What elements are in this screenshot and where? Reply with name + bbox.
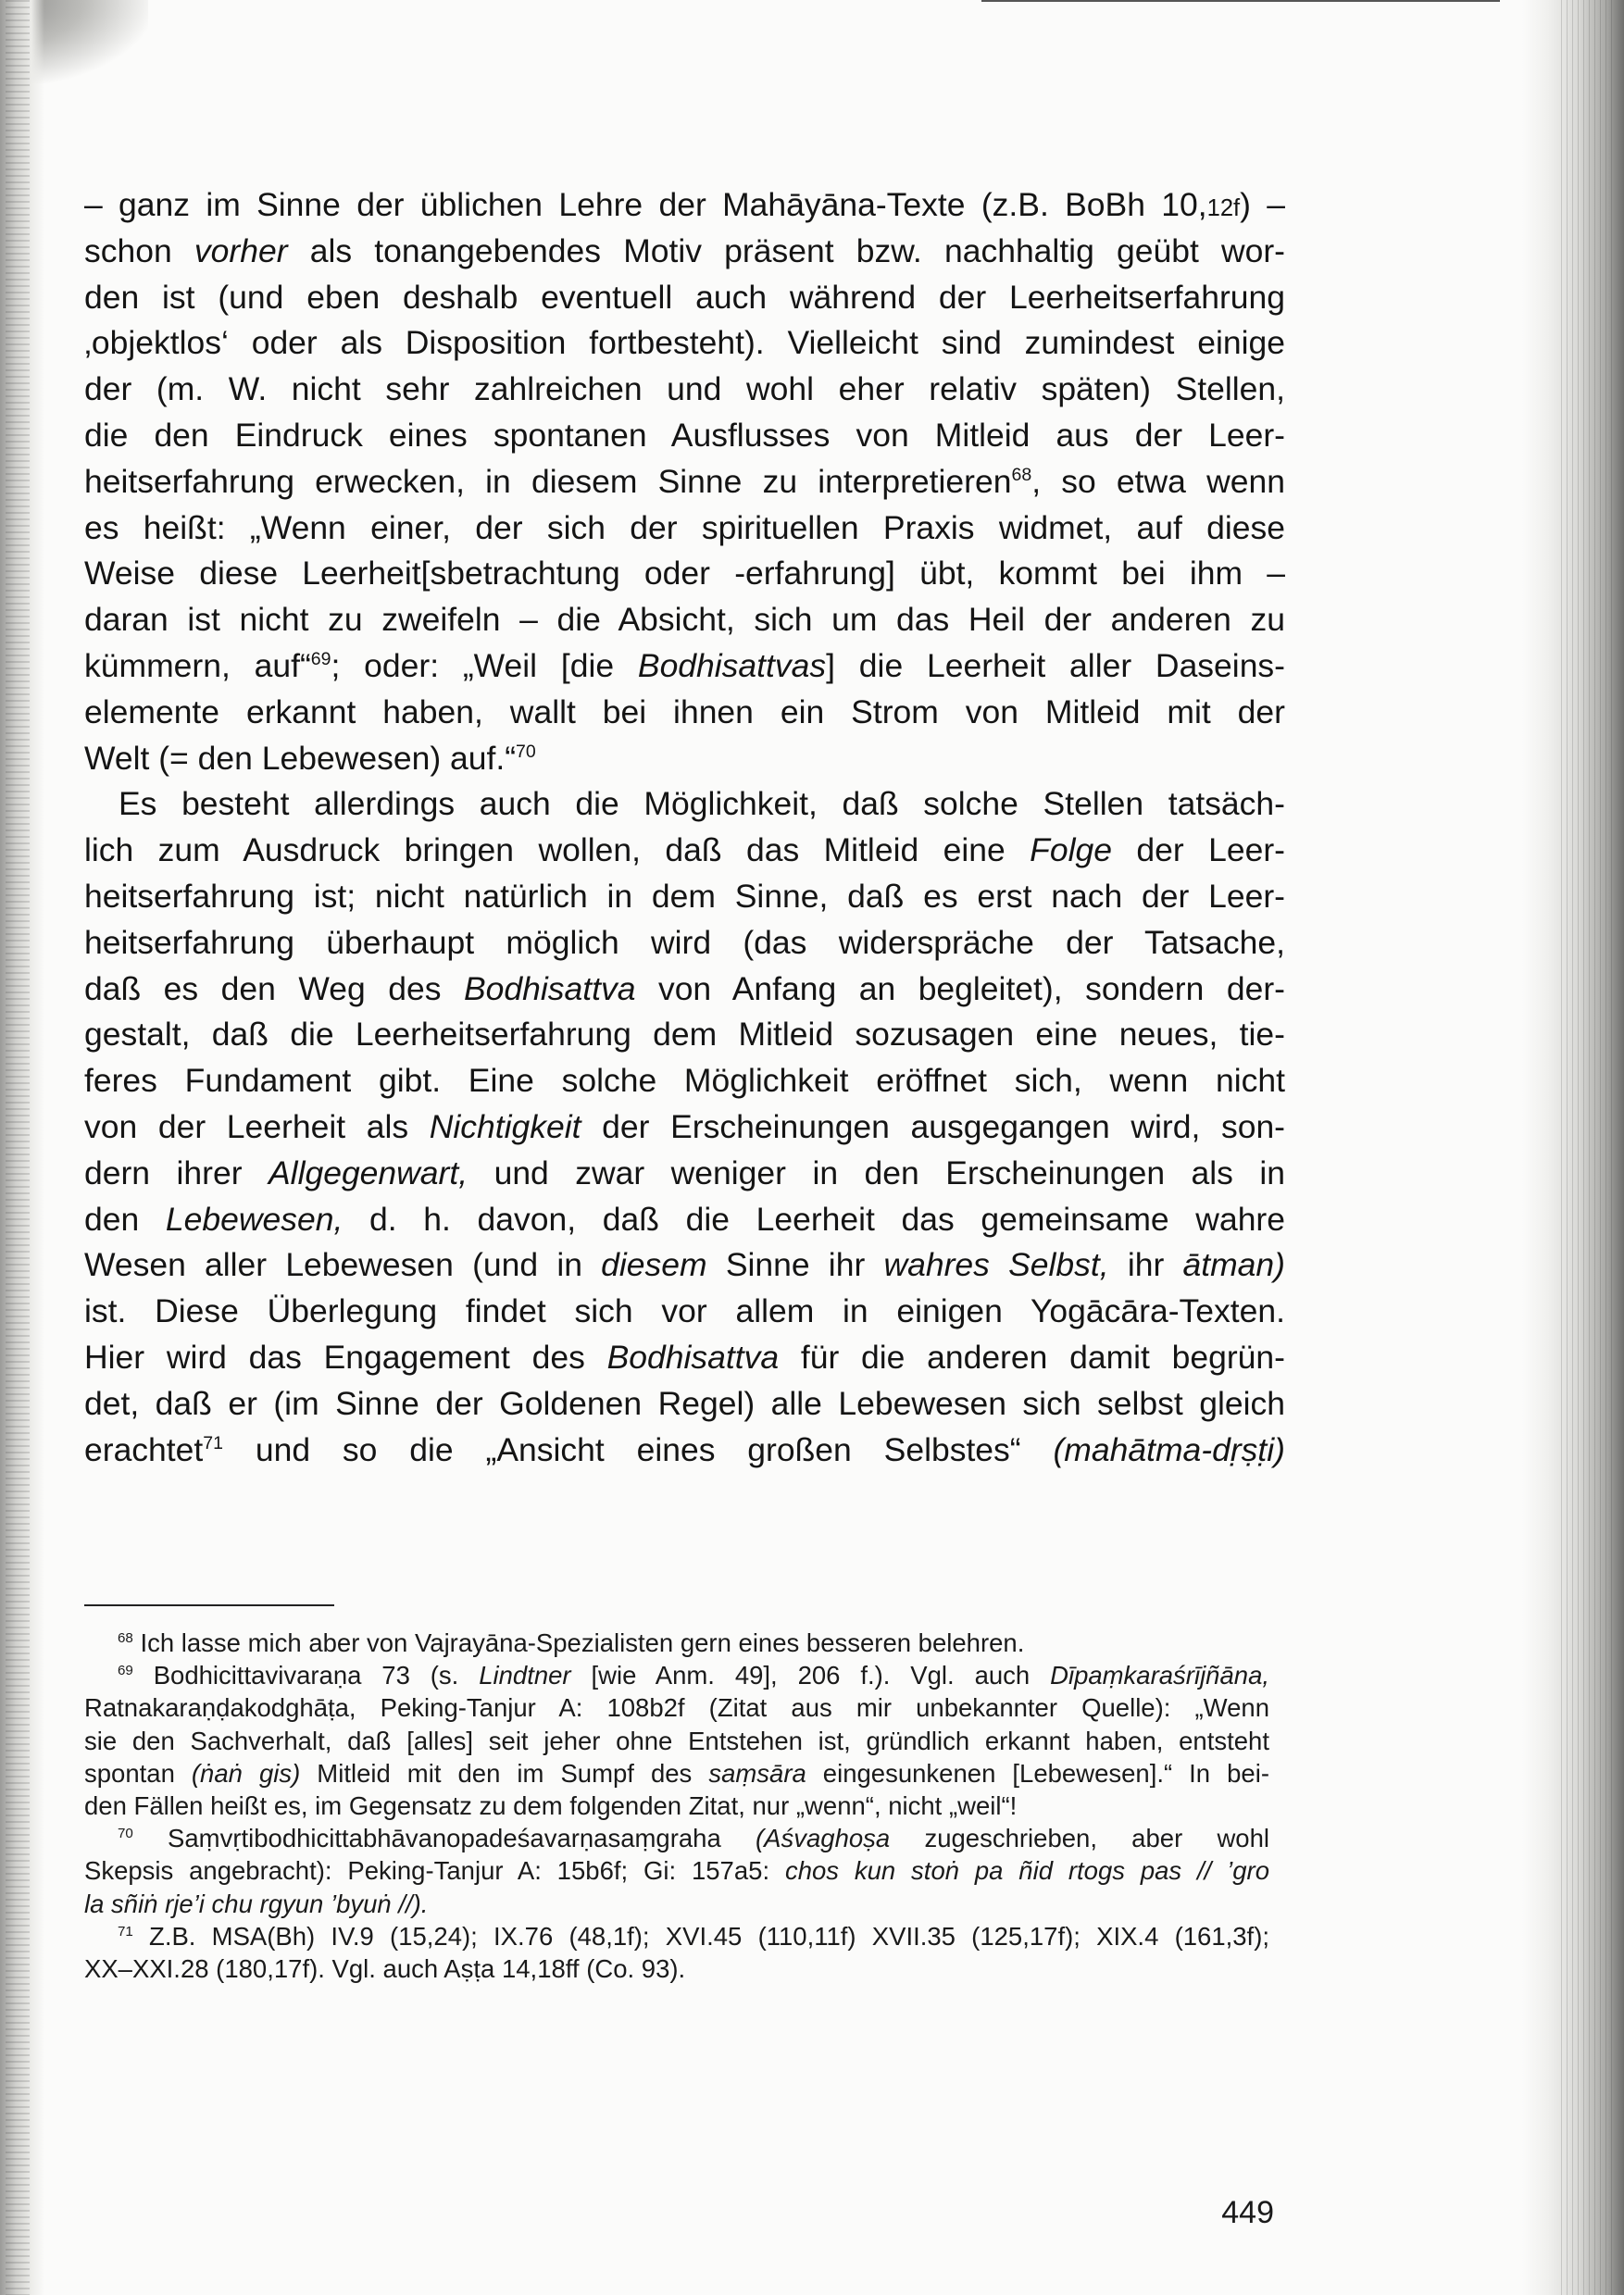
text-span: , so etwa wenn: [1031, 462, 1285, 500]
text-span: XX–XXI.28 (180,17f). Vgl. auch Aṣṭa 14,18ff (Co. 93).: [84, 1953, 686, 1983]
text-span: [wie Anm. 49], 206 f.). Vgl. auch: [570, 1661, 1051, 1690]
text-span: der Leer-: [1111, 831, 1285, 869]
text-span: det, daß er (im Sinne der Goldenen Regel) alle Lebewesen sich selbst gleich: [84, 1384, 1285, 1422]
italic-text: Allgegenwart,: [269, 1154, 468, 1191]
text-span: feres Fundament gibt. Eine solche Möglichkeit eröffnet sich, wenn nicht: [84, 1062, 1285, 1100]
body-line: [84, 320, 1285, 367]
body-line: [84, 229, 1285, 275]
footnote-line: [84, 1757, 1269, 1790]
text-span: Z.B. MSA(Bh) IV.9 (15,24); IX.76 (48,1f); XVI.45 (110,11f) XVII.35 (125,17f); XIX.4 (161,3f);: [132, 1921, 1269, 1951]
body-line: [84, 459, 1285, 505]
text-span: und so die „Ansicht eines großen Selbstes“: [223, 1430, 1054, 1468]
text-span: von Anfang an begleitet), sondern der-: [635, 969, 1285, 1007]
body-line: [84, 920, 1285, 967]
text-span: Skepsis angebracht): Peking-Tanjur A: 15b6f; Gi: 157a5:: [84, 1856, 785, 1886]
text-span: sie den Sachverhalt, daß [alles] seit jeher ohne Entstehen ist, gründlich erkannt haben, entsteht: [84, 1726, 1269, 1755]
body-line: [84, 1197, 1285, 1243]
text-span: gestalt, daß die Leerheitserfahrung dem Mitleid sozusagen eine neues, tie-: [84, 1016, 1285, 1054]
body-line: [84, 275, 1285, 321]
text-span: Ratnakaraṇḍakodghāṭa, Peking-Tanjur A: 108b2f (Zitat aus mir unbekannter Quelle): „Wenn: [84, 1693, 1269, 1723]
text-span: die den Eindruck eines spontanen Ausflusses von Mitleid aus der Leer-: [84, 416, 1285, 454]
text-span: zugeschrieben, aber wohl: [890, 1824, 1269, 1853]
footnote-separator: [84, 1604, 334, 1606]
footnote-marker: 68: [118, 1629, 133, 1646]
italic-text: ātman): [1182, 1246, 1285, 1284]
text-span: kümmern, auf“: [84, 646, 311, 684]
italic-text: Bodhisattva: [606, 1338, 780, 1376]
italic-text: (ṅaṅ gis): [191, 1758, 301, 1788]
text-span: Mitleid mit den im Sumpf des: [300, 1758, 709, 1788]
body-line: [84, 1428, 1285, 1474]
text-span: lich zum Ausdruck bringen wollen, daß das Mitleid eine: [84, 831, 1031, 869]
text-span: den ist (und eben deshalb eventuell auch während der Leerheitserfahrung: [84, 278, 1285, 316]
footnote-marker: 68: [1011, 464, 1032, 485]
text-span: Hier wird das Engagement des: [84, 1338, 607, 1376]
italic-text: Lindtner: [479, 1661, 571, 1690]
footnote-line: [84, 1725, 1269, 1757]
text-span: spontan: [84, 1758, 192, 1788]
italic-text: saṃsāra: [708, 1758, 806, 1788]
text-span: der Erscheinungen ausgegangen wird, son-: [581, 1107, 1286, 1145]
footnote-line: [84, 1920, 1269, 1952]
text-span: heitserfahrung ist; nicht natürlich in dem Sinne, daß es erst nach der Leer-: [84, 877, 1285, 915]
body-line: [84, 551, 1285, 597]
text-span: es heißt: „Wenn einer, der sich der spirituellen Praxis widmet, auf diese: [84, 508, 1285, 546]
text-span: ] die Leerheit aller Daseins-: [826, 646, 1286, 684]
footnote-line: [84, 1888, 1269, 1920]
footnote-marker: 71: [203, 1432, 223, 1453]
italic-text: Bodhisattva: [463, 969, 636, 1007]
scan-top-edge: [981, 0, 1500, 2]
text-span: 12f: [1206, 195, 1241, 221]
footnote-line: [84, 1627, 1269, 1659]
text-span: Weise diese Leerheit[sbetrachtung oder -erfahrung] übt, kommt bei ihm –: [84, 555, 1285, 592]
footnote-marker: 69: [118, 1663, 133, 1679]
body-line: [84, 690, 1285, 736]
text-span: Saṃvṛtibodhicittabhāvanopadeśavarṇasaṃgraha: [132, 1824, 756, 1853]
text-span: daran ist nicht zu zweifeln – die Absicht, sich um das Heil der anderen zu: [84, 601, 1285, 639]
italic-text: (mahātma-dṛṣṭi): [1053, 1430, 1285, 1468]
italic-text: Nichtigkeit: [429, 1107, 581, 1145]
italic-text: vorher: [194, 231, 288, 269]
page-stack-edge: [1561, 0, 1617, 2295]
text-span: der (m. W. nicht sehr zahlreichen und wohl eher relativ späten) Stellen,: [84, 370, 1285, 408]
body-line: [84, 1242, 1285, 1289]
page-number: 449: [1221, 2195, 1274, 2230]
footnote-marker: 70: [118, 1825, 133, 1841]
text-span: heitserfahrung erwecken, in diesem Sinne zu interpretieren: [84, 462, 1012, 500]
body-line: [84, 1012, 1285, 1058]
footnote-marker: 69: [310, 649, 331, 670]
text-span: eingesunkenen [Lebewesen].“ In bei-: [806, 1758, 1269, 1788]
body-line: [84, 1289, 1285, 1335]
italic-text: la sñiṅ rje’i chu rgyun ’byuṅ //).: [84, 1889, 429, 1918]
footnote-line: [84, 1854, 1269, 1887]
footnote-marker: 71: [118, 1923, 133, 1940]
footnote-line: [84, 1659, 1269, 1691]
footnote-marker: 70: [516, 741, 536, 762]
body-line: [84, 967, 1285, 1013]
text-span: Welt (= den Lebewesen) auf.“: [84, 739, 517, 777]
body-line: [84, 874, 1285, 920]
scan-speckle-left: [6, 0, 30, 2295]
text-span: und zwar weniger in den Erscheinungen als in: [468, 1154, 1285, 1191]
italic-text: Dīpaṃkaraśrījñāna,: [1050, 1661, 1269, 1690]
body-line: [84, 1381, 1285, 1428]
text-span: – ganz im Sinne der üblichen Lehre der Mahāyāna-Texte (z.B. BoBh 10,: [84, 186, 1207, 223]
body-line: [84, 505, 1285, 552]
body-line: [84, 1151, 1285, 1197]
italic-text: (Aśvaghoṣa: [756, 1824, 891, 1853]
text-span: ist. Diese Überlegung findet sich vor allem in einigen Yogācāra-Texten.: [84, 1292, 1285, 1330]
body-line: [84, 736, 1285, 782]
text-span: Es besteht allerdings auch die Möglichkeit, daß solche Stellen tatsäch-: [119, 785, 1285, 823]
body-line: [84, 781, 1285, 828]
text-span: schon: [84, 231, 194, 269]
body-line: [84, 828, 1285, 874]
text-span: Ich lasse mich aber von Vajrayāna-Spezialisten gern eines besseren belehren.: [132, 1628, 1025, 1657]
text-span: elemente erkannt haben, wallt bei ihnen ein Strom von Mitleid mit der: [84, 692, 1285, 730]
body-line: [84, 182, 1285, 229]
italic-text: diesem: [601, 1246, 707, 1284]
body-line: [84, 1058, 1285, 1104]
italic-text: Lebewesen,: [165, 1200, 344, 1238]
main-text-block: [84, 182, 1285, 1473]
body-line: [84, 367, 1285, 413]
footnote-line: [84, 1691, 1269, 1724]
text-span: ) –: [1240, 186, 1285, 223]
body-line: [84, 1104, 1285, 1151]
body-line: [84, 413, 1285, 459]
text-span: den: [84, 1200, 166, 1238]
text-span: ‚objektlos‘ oder als Disposition fortbesteht). Vielleicht sind zumindest einige: [84, 324, 1285, 362]
text-span: Sinne ihr: [706, 1246, 884, 1284]
text-span: d. h. davon, daß die Leerheit das gemeinsame wahre: [343, 1200, 1286, 1238]
text-span: heitserfahrung überhaupt möglich wird (das widerspräche der Tatsache,: [84, 923, 1285, 961]
italic-text: Folge: [1030, 831, 1112, 869]
italic-text: wahres Selbst,: [883, 1246, 1109, 1284]
text-span: für die anderen damit begrün-: [779, 1338, 1285, 1376]
footnote-line: [84, 1952, 1269, 1985]
text-span: ihr: [1108, 1246, 1183, 1284]
text-span: von der Leerheit als: [84, 1107, 430, 1145]
footnote-line: [84, 1822, 1269, 1854]
italic-text: chos kun stoṅ pa ñid rtogs pas // ’gro: [784, 1856, 1269, 1886]
italic-text: Bodhisattvas: [637, 646, 827, 684]
text-span: den Fällen heißt es, im Gegensatz zu dem folgenden Zitat, nur „wenn“, nicht „weil“!: [84, 1790, 1018, 1820]
text-span: dern ihrer: [84, 1154, 269, 1191]
body-line: [84, 643, 1285, 690]
footnotes-block: [84, 1627, 1269, 1985]
text-span: als tonangebendes Motiv präsent bzw. nachhaltig geübt wor-: [287, 231, 1286, 269]
text-span: Wesen aller Lebewesen (und in: [84, 1246, 602, 1284]
text-span: erachtet: [84, 1430, 204, 1468]
text-span: Bodhicittavivaraṇa 73 (s.: [132, 1661, 480, 1690]
text-span: ; oder: „Weil [die: [331, 646, 638, 684]
footnote-line: [84, 1790, 1269, 1822]
body-line: [84, 597, 1285, 643]
text-span: daß es den Weg des: [84, 969, 464, 1007]
body-line: [84, 1335, 1285, 1381]
